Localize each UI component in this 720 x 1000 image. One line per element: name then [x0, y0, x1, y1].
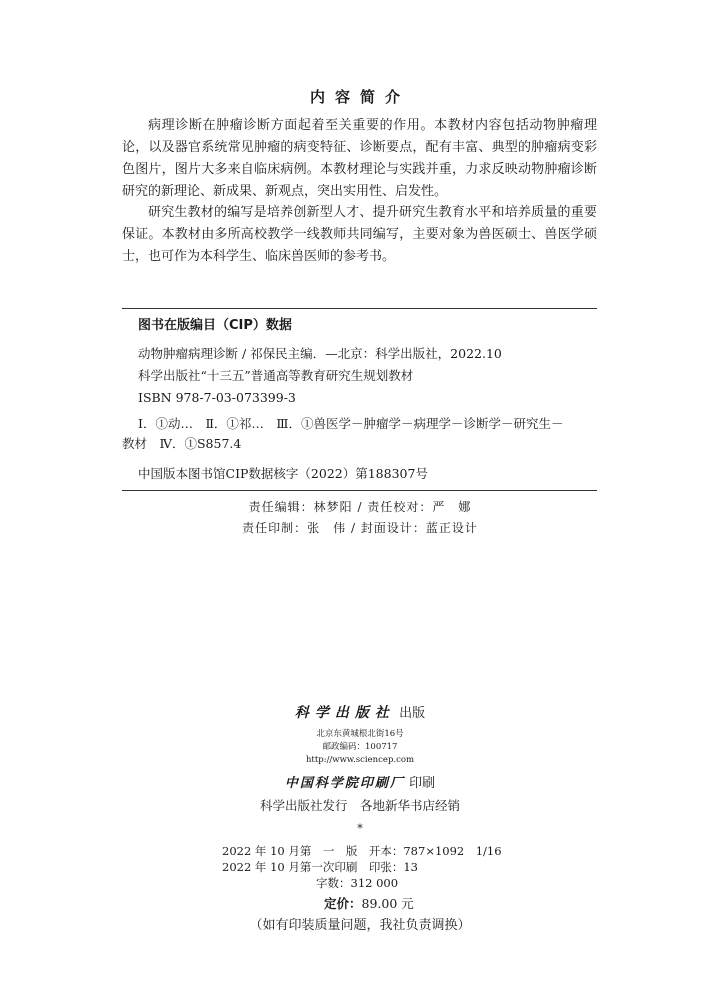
- cip-top-rule: [122, 308, 597, 309]
- publisher-line: [0, 702, 720, 722]
- printer-suffix: 印刷: [409, 776, 436, 791]
- separator-star: *: [357, 822, 363, 835]
- publisher-suffix: 出版: [399, 706, 426, 721]
- printing-line: 2022 年 10 月第一次印刷 印张：13: [222, 860, 418, 874]
- intro-paragraph-1: 病理诊断在肿瘤诊断方面起着至关重要的作用。本教材内容包括动物肿瘤理论，以及器官系统常见肿瘤的病变特征、诊断要点，配有丰富、典型的肿瘤病变彩色图片，图片大多来自临床病例。本教材理论与实践并重，力求反映动物肿瘤诊断研究的新理论、新成果、新观点，突出实用性、启发性。: [122, 118, 597, 199]
- production-credits: 责任印制：张 伟 / 封面设计：蓝正设计: [242, 521, 478, 535]
- publisher-address: 北京东黄城根北街16号: [316, 729, 404, 739]
- publisher-postcode: 邮政编码：100717: [322, 742, 398, 752]
- price-label: 定价：: [324, 896, 362, 911]
- publisher-url: http://www.sciencep.com: [305, 755, 415, 765]
- intro-paragraph-2: 研究生教材的编写是培养创新型人才、提升研究生教育水平和培养质量的重要保证。本教材由多所高校教学一线教师共同编写，主要对象为兽医硕士、兽医学硕士，也可作为本科学生、临床兽医师的参考书。: [122, 205, 597, 264]
- cip-heading: 图书在版编目（CIP）数据: [138, 318, 292, 333]
- distribution-line: 科学出版社发行 各地新华书店经销: [259, 798, 460, 813]
- editor-credits: 责任编辑：林梦阳 / 责任校对：严 娜: [248, 500, 472, 514]
- cip-subject-line: Ⅰ．①动… Ⅱ．①祁… Ⅲ．①兽医学－肿瘤学－病理学－诊断学－研究生－: [138, 416, 564, 431]
- price-value: 89.00 元: [361, 896, 414, 911]
- printer-name: 中国科学院印刷厂: [284, 776, 405, 791]
- cip-bottom-rule: [122, 490, 597, 491]
- publisher-name: 科学出版社: [294, 705, 395, 721]
- edition-line: 2022 年 10 月第 一 版 开本：787×1092 1/16: [222, 844, 502, 858]
- cip-record-number: 中国版本图书馆CIP数据核字（2022）第188307号: [138, 466, 428, 481]
- cip-subject-line-continued: 教材 Ⅳ．①S857.4: [122, 436, 242, 451]
- cip-series-line: 科学出版社“十三五”普通高等教育研究生规划教材: [138, 368, 414, 383]
- price-line: [324, 894, 414, 912]
- word-count: 字数：312 000: [316, 876, 399, 890]
- section-title: 内容简介: [309, 88, 410, 106]
- cip-title-line: 动物肿瘤病理诊断 / 祁保民主编．—北京：科学出版社，2022.10: [138, 346, 502, 361]
- printer-line: [0, 772, 720, 791]
- cip-isbn-line: ISBN 978-7-03-073399-3: [138, 390, 296, 405]
- quality-note: （如有印装质量问题，我社负责调换）: [249, 918, 471, 933]
